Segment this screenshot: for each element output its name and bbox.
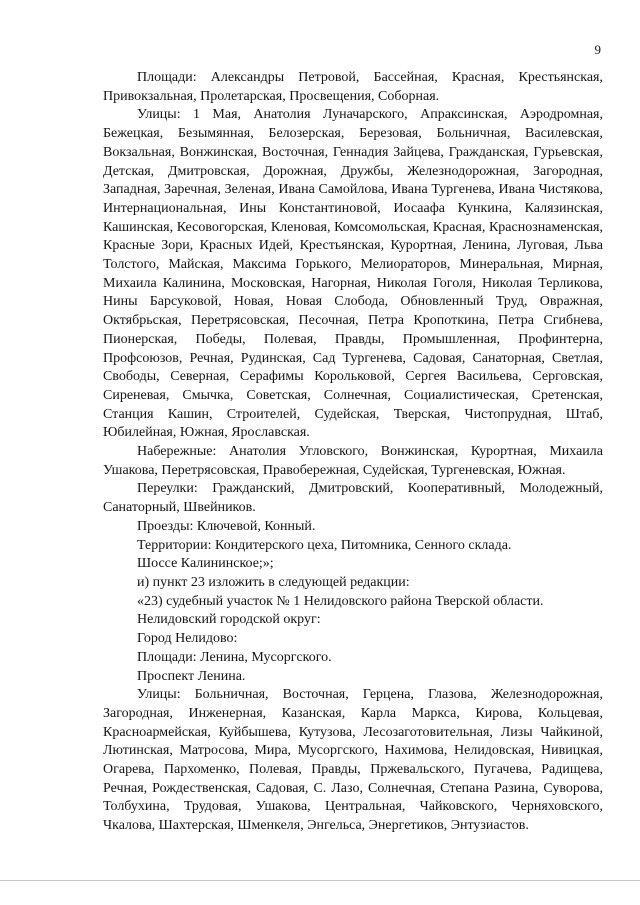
paragraph-embankments: Набережные: Анатолия Угловского, Вонжинская, Курортная, Михаила Ушакова, Перетрясовская, Правобережная, Судейская, Тургеневская, Южная.: [103, 444, 603, 478]
paragraph-district: Нелидовский городской округ:: [137, 612, 321, 628]
page-number: 9: [594, 42, 601, 57]
paragraph-city-squares: Площади: Ленина, Мусоргского.: [137, 649, 332, 665]
paragraph-city: Город Нелидово:: [137, 631, 238, 647]
document-body: [103, 69, 603, 836]
paragraph-city-streets: Улицы: Больничная, Восточная, Герцена, Глазова, Железнодорожная, Загородная, Инженерная, Казанская, Карла Маркса, Кирова, Кольцевая, Красноармейская, Куйбышева, Кутузова, Лесозаготовительная, Лизы Чайкиной, Лютинская, Матросова, Мира, Мусоргского, Нахимова, Нелидовская, Нивицкая, Огарева, Пархоменко, Полевая, Правды, Пржевальского, Пугачева, Радищева, Речная, Рождественская, Садовая, С. Лазо, Солнечная, Степана Разина, Суворова, Толбухина, Трудовая, Ушакова, Центральная, Чайковского, Черняховского, Чкалова, Шахтерская, Шменкеля, Энгельса, Энергетиков, Энтузиастов.: [103, 687, 603, 834]
page-bottom-divider: [0, 880, 640, 881]
paragraph-amendment-item: и) пункт 23 изложить в следующей редакции:: [137, 574, 410, 590]
paragraph-court-section: «23) судебный участок № 1 Нелидовского района Тверской области.: [137, 593, 544, 609]
paragraph-passages: Проезды: Ключевой, Конный.: [137, 518, 316, 534]
paragraph-highway: Шоссе Калининское;»;: [137, 556, 274, 572]
paragraph-streets: Улицы: 1 Мая, Анатолия Луначарского, Апраксинская, Аэродромная, Бежецкая, Безымянная, Белозерская, Березовая, Больничная, Василевская, Вокзальная, Вонжинская, Восточная, Геннадия Зайцева, Гражданская, Гурьевская, Детская, Дмитровская, Дорожная, Дружбы, Железнодорожная, Загородная, Западная, Заречная, Зеленая, Ивана Самойлова, Ивана Тургенева, Ивана Чистякова, Интернациональная, Ины Константиновой, Иосаафа Кункина, Калязинская, Кашинская, Кесовогорская, Кленовая, Комсомольская, Красная, Краснознаменская, Красные Зори, Красных Идей, Крестьянская, Курортная, Ленина, Луговая, Льва Толстого, Майская, Максима Горького, Мелиораторов, Минеральная, Мирная, Михаила Калинина, Московская, Нагорная, Николая Гоголя, Николая Терликова, Нины Барсуковой, Новая, Новая Слобода, Обновленный Труд, Овражная, Октябрьская, Перетрясовская, Песочная, Петра Кропоткина, Петра Сгибнева, Пионерская, Победы, Полевая, Правды, Промышленная, Профинтерна, Профсоюзов, Речная, Рудинская, Сад Тургенева, Садовая, Санаторная, Светлая, Свободы, Северная, Серафимы Корольковой, Сергея Васильева, Серговская, Сиреневая, Смычка, Советская, Солнечная, Социалистическая, Сретенская, Станция Кашин, Строителей, Судейская, Тверская, Чистопрудная, Штаб, Юбилейная, Южная, Ярославская.: [103, 107, 603, 441]
paragraph-squares: Площади: Александры Петровой, Бассейная, Красная, Крестьянская, Привокзальная, Пролетарская, Просвещения, Соборная.: [103, 70, 603, 104]
paragraph-avenue: Проспект Ленина.: [137, 668, 246, 684]
paragraph-lanes: Переулки: Гражданский, Дмитровский, Кооперативный, Молодежный, Санаторный, Швейников.: [103, 481, 603, 516]
paragraph-territories: Территории: Кондитерского цеха, Питомника, Сенного склада.: [137, 537, 512, 553]
